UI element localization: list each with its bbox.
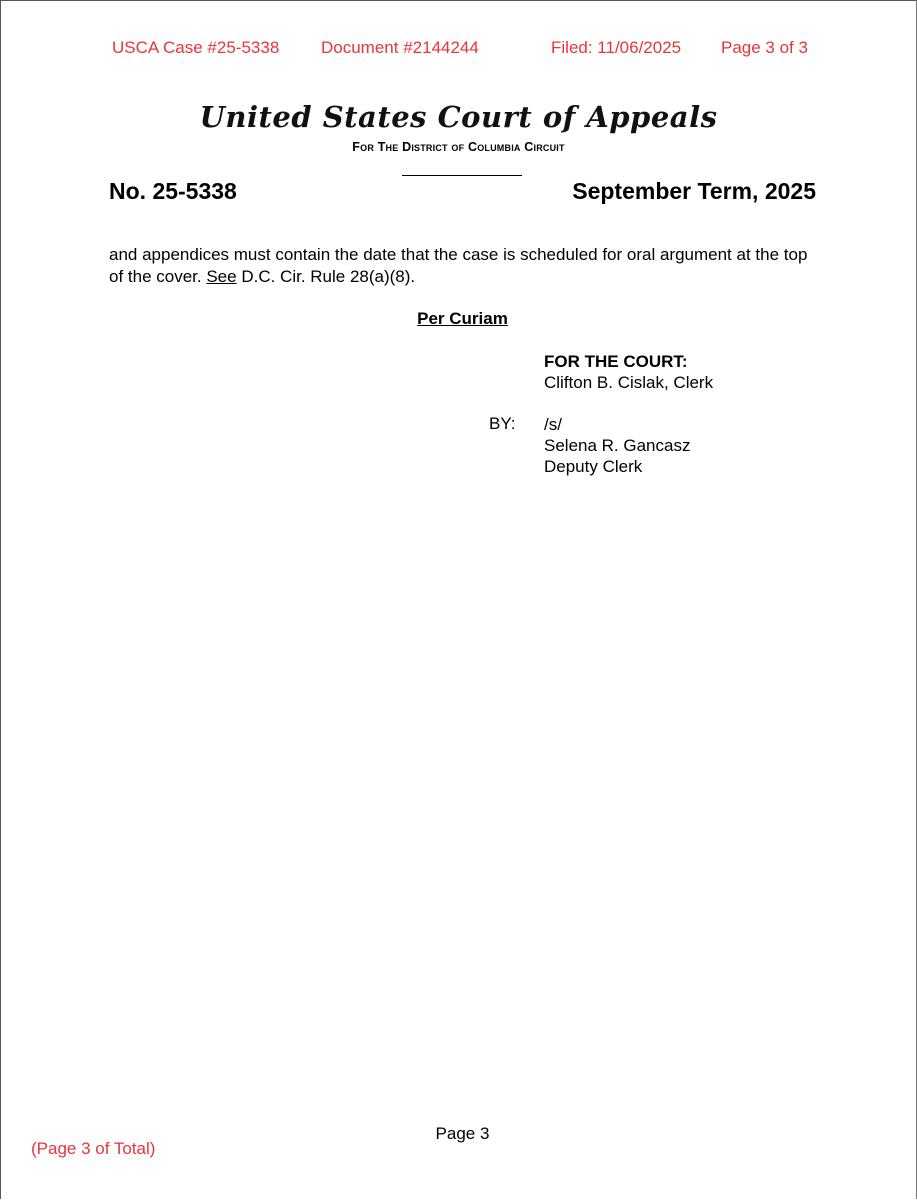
signature-mark: /s/: [544, 415, 562, 434]
court-title: United States Court of Appeals: [199, 100, 718, 134]
citation-signal-see: See: [206, 267, 237, 286]
court-circuit: For The District of Columbia Circuit: [352, 140, 565, 154]
header-divider: [402, 175, 522, 176]
case-number: No. 25-5338: [109, 178, 237, 204]
by-label: BY:: [489, 414, 516, 433]
total-page-stamp: (Page 3 of Total): [31, 1139, 156, 1158]
per-curiam-heading: Per Curiam: [417, 309, 508, 328]
stamp-document-number: Document #2144244: [321, 38, 479, 57]
court-term: September Term, 2025: [572, 178, 816, 204]
deputy-clerk-name: Selena R. Gancasz: [544, 436, 691, 455]
page-number-footer: Page 3: [435, 1124, 490, 1143]
body-text-start: and appendices must contain the date that the case is scheduled for oral argument at the top of the cover.: [109, 245, 808, 286]
body-text-end: D.C. Cir. Rule 28(a)(8).: [236, 267, 416, 286]
for-the-court-label: FOR THE COURT:: [544, 352, 688, 371]
order-body-text: [109, 244, 809, 288]
stamp-filed-date: Filed: 11/06/2025: [551, 38, 682, 57]
clerk-name: Clifton B. Cislak, Clerk: [544, 373, 714, 392]
stamp-case-number: USCA Case #25-5338: [112, 38, 280, 57]
deputy-clerk-title: Deputy Clerk: [544, 457, 643, 476]
stamp-page-count: Page 3 of 3: [721, 38, 808, 57]
